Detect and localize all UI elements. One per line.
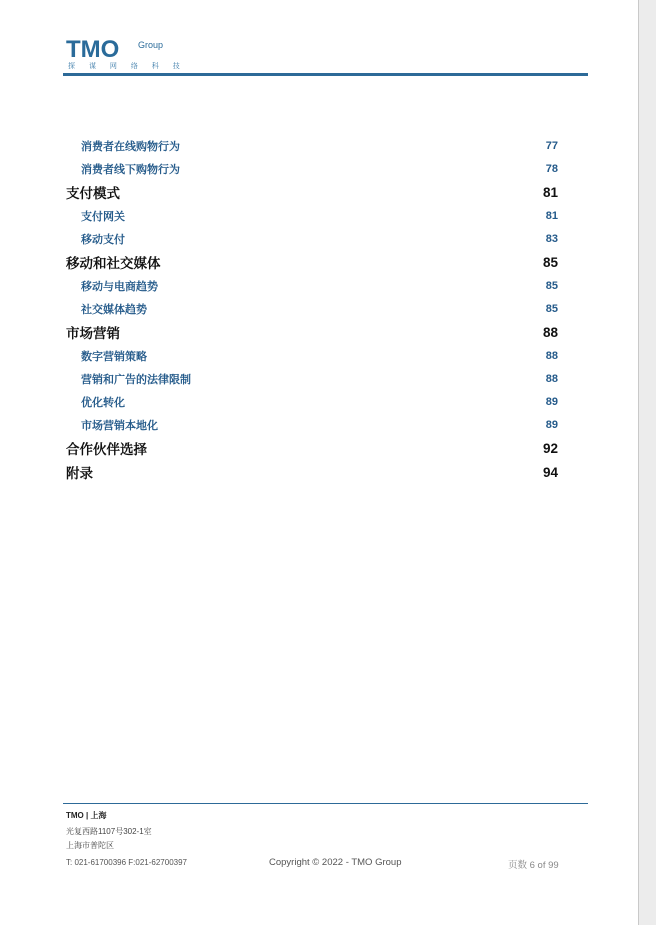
footer-address-line2: 上海市普陀区 (66, 841, 114, 850)
toc-entry-title: 消费者线下购物行为 (81, 163, 180, 176)
toc-entry-title: 社交媒体趋势 (81, 303, 147, 316)
tmo-logo (66, 38, 186, 74)
toc-entry[interactable] (66, 413, 558, 436)
toc-entry-page: 78 (545, 162, 558, 175)
toc-section[interactable] (66, 180, 558, 204)
toc-section-title: 合作伙伴选择 (66, 442, 147, 457)
toc-entry-page: 88 (545, 372, 558, 385)
footer-phone: T: 021-61700396 F:021-62700397 (66, 858, 187, 867)
toc-section[interactable] (66, 250, 558, 274)
logo-mark: TMO (66, 36, 120, 63)
toc-entry-page: 85 (545, 302, 558, 315)
toc-entry-title: 移动支付 (81, 233, 125, 246)
toc-entry-page: 77 (545, 139, 558, 152)
toc-section[interactable] (66, 460, 558, 484)
toc-section[interactable] (66, 320, 558, 344)
toc-entry-page: 81 (545, 209, 558, 222)
toc-section[interactable] (66, 436, 558, 460)
toc-entry[interactable] (66, 157, 558, 180)
footer-company: TMO | 上海 (66, 811, 107, 820)
footer-address-line1: 光复西路1107号302-1室 (66, 827, 152, 836)
toc-entry[interactable] (66, 390, 558, 413)
footer-copyright: Copyright © 2022 - TMO Group (269, 857, 402, 868)
toc-entry[interactable] (66, 227, 558, 250)
toc-section-title: 附录 (66, 466, 93, 481)
toc-entry-page: 88 (545, 349, 558, 362)
toc-entry-title: 移动与电商趋势 (81, 280, 158, 293)
toc-entry-page: 85 (545, 279, 558, 292)
toc-section-page: 85 (542, 254, 558, 270)
table-of-contents (66, 134, 558, 484)
toc-entry-page: 89 (545, 395, 558, 408)
footer-divider (63, 803, 588, 804)
toc-entry[interactable] (66, 344, 558, 367)
logo-group-text: Group (138, 40, 164, 50)
toc-entry[interactable] (66, 134, 558, 157)
toc-entry-title: 营销和广告的法律限制 (81, 373, 191, 386)
header-divider (63, 73, 588, 76)
logo-subtitle: 探 谋 网 络 科 技 (68, 63, 186, 70)
toc-section-page: 81 (542, 184, 558, 200)
toc-section-title: 移动和社交媒体 (66, 256, 161, 271)
toc-entry-title: 优化转化 (81, 396, 125, 409)
toc-section-title: 支付模式 (66, 186, 120, 201)
toc-entry-page: 89 (545, 418, 558, 431)
toc-entry[interactable] (66, 297, 558, 320)
toc-section-page: 88 (542, 324, 558, 340)
toc-entry-title: 支付网关 (81, 210, 125, 223)
toc-section-page: 94 (542, 464, 558, 480)
toc-entry-title: 市场营销本地化 (81, 419, 158, 432)
toc-entry-title: 消费者在线购物行为 (81, 140, 180, 153)
toc-entry[interactable] (66, 274, 558, 297)
footer-page-number: 页数 6 of 99 (508, 860, 559, 871)
toc-entry[interactable] (66, 367, 558, 390)
toc-section-title: 市场营销 (66, 326, 120, 341)
toc-entry-page: 83 (545, 232, 558, 245)
toc-section-page: 92 (542, 440, 558, 456)
toc-entry-title: 数字营销策略 (81, 350, 147, 363)
toc-entry[interactable] (66, 204, 558, 227)
page-right-edge (638, 0, 656, 925)
